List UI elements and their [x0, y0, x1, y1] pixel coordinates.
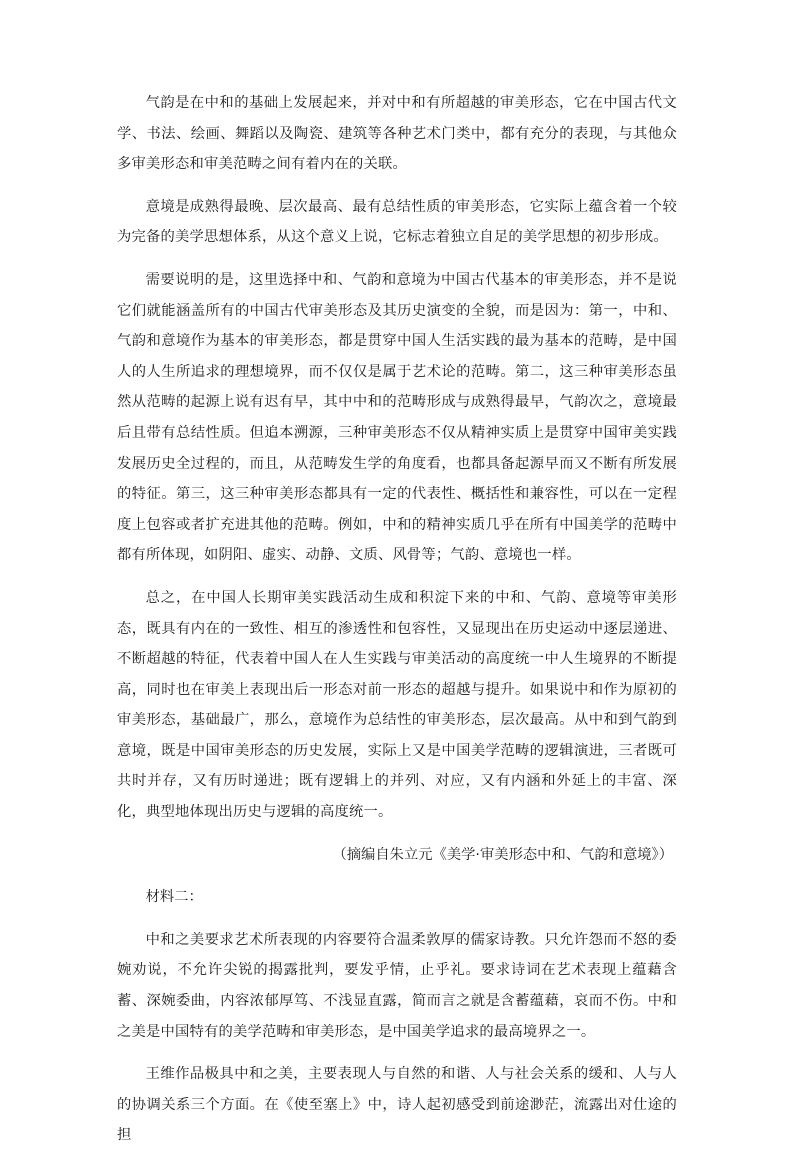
paragraph-qiyun: 气韵是在中和的基础上发展起来，并对中和有所超越的审美形态，它在中国古代文学、书法、绘画、舞蹈以及陶瓷、建筑等各种艺术门类中，都有充分的表现，与其他众多审美形态和审美范畴之间有着内在的关联。 — [117, 95, 677, 173]
paragraph-gap — [117, 253, 677, 265]
paragraph-gap — [117, 571, 677, 583]
paragraph-wangwei: 王维作品极具中和之美，主要表现人与自然的和谐、人与社会关系的缓和、人与人的协调关系三个方面。在《使至塞上》中，诗人起初感受到前途渺茫，流露出对仕途的担 — [117, 1066, 677, 1144]
source-citation: （摘编自朱立元《美学·审美形态中和、气韵和意境》） — [332, 846, 673, 863]
paragraph-gap — [117, 870, 677, 882]
paragraph-yijing: 意境是成熟得最晚、层次最高、最有总结性质的审美形态，它实际上蕴含着一个较为完备的美学思想体系，从这个意义上说，它标志着独立自足的美学思想的初步形成。 — [117, 198, 677, 246]
paragraph-explanation: 需要说明的是，这里选择中和、气韵和意境为中国古代基本的审美形态，并不是说它们就能涵盖所有的中国古代审美形态及其历史演变的全貌，而是因为：第一，中和、气韵和意境作为基本的审美形态，都是贯穿中国人生活实践的最为基本的范畴，是中国人的人生所追求的理想境界，而不仅仅是属于艺术论的范畴。第二，这三种审美形态虽然从范畴的起源上说有迟有早，其中中和的范畴形成与成熟得最早，气韵次之，意境最后且带有总结性质。但追本溯源，三种审美形态不仅从精神实质上是贯穿中国审美实践发展历史全过程的，而且，从范畴发生学的角度看，也都具备起源早而又不断有所发展的特征。第三，这三种审美形态都具有一定的代表性、概括性和兼容性，可以在一定程度上包容或者扩充进其他的范畴。例如，中和的精神实质几乎在所有中国美学的范畴中都有所体现，如阴阳、虚实、动静、文质、风骨等；气韵、意境也一样。 — [117, 271, 677, 564]
document-page — [117, 88, 677, 1151]
paragraph-gap — [117, 180, 677, 192]
paragraph-summary: 总之，在中国人长期审美实践活动生成和积淀下来的中和、气韵、意境等审美形态，既具有内在的一致性、相互的渗透性和包容性，又显现出在历史运动中逐层递进、不断超越的特征，代表着中国人在人生实践与审美活动的高度统一中人生境界的不断提高，同时也在审美上表现出后一形态对前一形态的超越与提升。如果说中和作为原初的审美形态，基础最广，那么，意境作为总结性的审美形态，层次最高。从中和到气韵到意境，既是中国审美形态的历史发展，实际上又是中国美学范畴的逻辑演进，三者既可共时并存，又有历时递进；既有逻辑上的并列、对应，又有内涵和外延上的丰富、深化，典型地体现出历史与逻辑的高度统一。 — [117, 589, 677, 821]
paragraph-gap — [117, 913, 677, 925]
paragraph-gap — [117, 828, 677, 840]
material-two-label: 材料二： — [145, 889, 203, 906]
paragraph-gap — [117, 1047, 677, 1059]
paragraph-zhonghe: 中和之美要求艺术所表现的内容要符合温柔敦厚的儒家诗教。只允许怨而不怒的委婉劝说，不允许尖锐的揭露批判，要发乎情，止乎礼。要求诗词在艺术表现上蕴藉含蓄、深婉委曲，内容浓郁厚笃、不浅显直露，简而言之就是含蓄蕴藉，哀而不伤。中和之美是中国特有的美学范畴和审美形态，是中国美学追求的最高境界之一。 — [117, 931, 677, 1040]
